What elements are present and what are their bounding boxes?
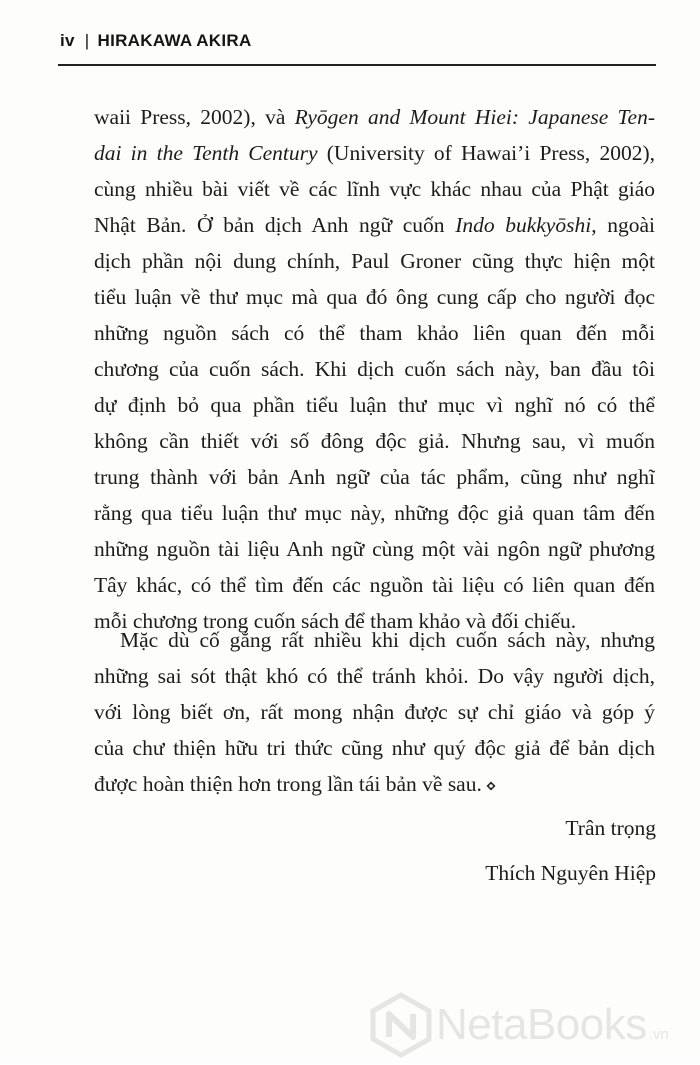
book-author-title: HIRAKAWA AKIRA — [97, 31, 252, 50]
paragraph-line: dai in the Tenth Century (University of Hawai’i Press, 2002), — [94, 141, 655, 165]
paragraph-line: cùng nhiều bài viết về các lĩnh vực khác nhau của Phật giáo — [94, 177, 655, 201]
paragraph-1 — [94, 99, 655, 639]
header-rule — [58, 64, 656, 66]
paragraph-line: không cần thiết với số đông độc giả. Nhưng sau, vì muốn — [94, 429, 655, 453]
translator-signature: Thích Nguyên Hiệp — [485, 861, 656, 885]
paragraph-line: Mặc dù cố gắng rất nhiều khi dịch cuốn sách này, nhưng — [120, 628, 655, 652]
end-of-section-ornament-icon — [486, 781, 496, 791]
paragraph-line: mỗi chương trong cuốn sách để tham khảo và đối chiếu. — [94, 609, 577, 633]
running-header — [60, 26, 252, 56]
paragraph-line: dự định bỏ qua phần tiểu luận thư mục vì nghĩ nó có thể — [94, 393, 655, 417]
paragraph-line: của chư thiện hữu tri thức cũng như quý độc giả để bản dịch — [94, 736, 655, 760]
watermark-brand: NetaBooks — [436, 1000, 647, 1049]
paragraph-line: trung thành với bản Anh ngữ của tác phẩm, cũng như nghĩ — [94, 465, 655, 489]
paragraph-line: những nguồn tài liệu Anh ngữ cùng một vài ngôn ngữ phương — [94, 537, 655, 561]
netabooks-watermark — [368, 985, 669, 1065]
paragraph-line: được hoàn thiện hơn trong lần tái bản về sau. — [94, 766, 655, 802]
paragraph-line: rằng qua tiểu luận thư mục này, những độc giả quan tâm đến — [94, 501, 655, 525]
paragraph-line: chương của cuốn sách. Khi dịch cuốn sách này, ban đầu tôi — [94, 357, 655, 381]
paragraph-line: những sai sót thật khó có thể tránh khỏi. Do vậy người dịch, — [94, 664, 655, 688]
watermark-suffix: .vn — [648, 1026, 669, 1043]
paragraph-line: Tây khác, có thể tìm đến các nguồn tài liệu có liên quan đến — [94, 573, 655, 597]
paragraph-line: những nguồn sách có thể tham khảo liên quan đến mỗi — [94, 321, 655, 345]
paragraph-line: tiểu luận về thư mục mà qua đó ông cung cấp cho người đọc — [94, 285, 655, 309]
page-number: iv — [60, 31, 75, 50]
closing-regards: Trân trọng — [565, 816, 656, 840]
paragraph-line: waii Press, 2002), và Ryōgen and Mount Hiei: Japanese Ten- — [94, 105, 655, 129]
paragraph-line: với lòng biết ơn, rất mong nhận được sự chỉ giáo và góp ý — [94, 700, 655, 724]
paragraph-line: dịch phần nội dung chính, Paul Groner cũng thực hiện một — [94, 249, 655, 273]
header-separator: | — [84, 31, 90, 50]
paragraph-2 — [94, 622, 655, 802]
netabooks-logo-icon — [368, 992, 434, 1058]
paragraph-line: Nhật Bản. Ở bản dịch Anh ngữ cuốn Indo bukkyōshi, ngoài — [94, 213, 655, 237]
